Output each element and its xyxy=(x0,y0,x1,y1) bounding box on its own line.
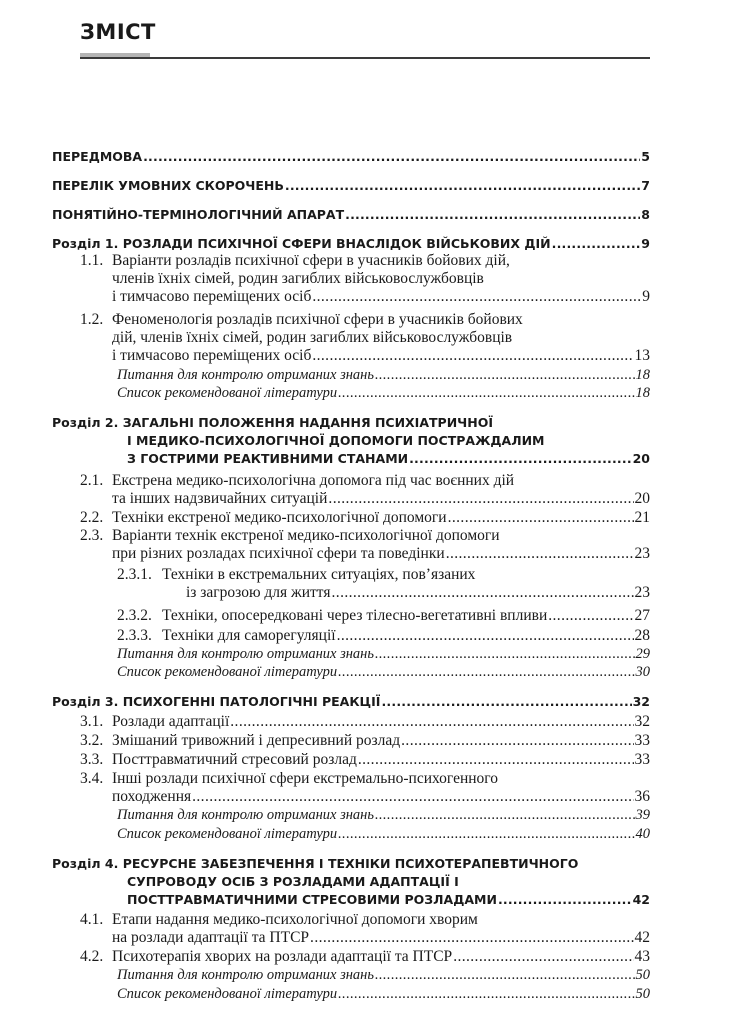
toc-literature-2[interactable] xyxy=(117,664,650,681)
toc-questions-1[interactable] xyxy=(117,367,650,384)
toc-page-number: 33 xyxy=(634,732,650,749)
toc-item-4-2[interactable] xyxy=(112,948,650,965)
dot-leader xyxy=(192,788,633,805)
toc-item-line: Техніки для саморегуляції xyxy=(162,627,336,644)
toc-section-3[interactable] xyxy=(52,693,650,710)
toc-item-line: Етапи надання медико-психологічної допомоги хворим xyxy=(112,911,478,928)
toc-section-title: Розділ 2. ЗАГАЛЬНІ ПОЛОЖЕННЯ НАДАННЯ ПСИХІАТРИЧНОЇ xyxy=(52,415,493,430)
toc-item-line: на розлади адаптації та ПТСР xyxy=(112,929,310,946)
toc-page-number: 13 xyxy=(634,347,650,364)
toc-item-3-4[interactable] xyxy=(112,788,650,805)
dot-leader xyxy=(552,235,641,252)
dot-leader xyxy=(338,826,634,843)
dot-leader xyxy=(498,891,632,908)
toc-item-3-3[interactable] xyxy=(112,751,650,768)
dot-leader xyxy=(375,646,635,663)
toc-entry-abbreviations[interactable] xyxy=(52,177,650,194)
toc-item-line: і тимчасово переміщених осіб xyxy=(112,288,312,305)
toc-item-2-2[interactable] xyxy=(112,509,650,526)
toc-item-line: Питання для контролю отриманих знань xyxy=(117,967,374,983)
toc-section-title: ПОСТТРАВМАТИЧНИМИ СТРЕСОВИМИ РОЗЛАДАМИ xyxy=(127,892,497,907)
toc-section-4[interactable] xyxy=(127,891,650,908)
toc-item-line: із загрозою для життя xyxy=(186,584,331,601)
toc-entry-title: ПОНЯТІЙНО-ТЕРМІНОЛОГІЧНИЙ АПАРАТ xyxy=(52,207,345,222)
toc-item-number: 1.1. xyxy=(80,252,104,269)
page-title: ЗМІСТ xyxy=(80,20,156,44)
toc-item-line: Список рекомендованої літератури xyxy=(117,826,338,842)
toc-item-3-2[interactable] xyxy=(112,732,650,749)
toc-item-2-3-1[interactable] xyxy=(186,584,650,601)
toc-item-line: та інших надзвичайних ситуацій xyxy=(112,490,328,507)
toc-entry-title: ПЕРЕДМОВА xyxy=(52,149,143,164)
toc-item-4-1[interactable] xyxy=(112,929,650,946)
toc-item-line: Посттравматичний стресовий розлад xyxy=(112,751,357,768)
toc-item-2-3-2[interactable] xyxy=(162,607,650,624)
toc-page-number: 30 xyxy=(635,664,650,680)
dot-leader xyxy=(375,367,635,384)
toc-item-number: 3.4. xyxy=(80,770,104,787)
dot-leader xyxy=(548,607,633,624)
toc-item-number: 3.2. xyxy=(80,732,104,749)
dot-leader xyxy=(337,627,634,644)
toc-section-title: Розділ 4. РЕСУРСНЕ ЗАБЕЗПЕЧЕННЯ І ТЕХНІКИ ПСИХОТЕРАПЕВТИЧНОГО xyxy=(52,856,579,871)
toc-item-line: походження xyxy=(112,788,192,805)
toc-page-number: 5 xyxy=(641,149,650,164)
toc-item-number: 2.3.1. xyxy=(117,566,152,583)
dot-leader xyxy=(338,986,634,1003)
toc-literature-3[interactable] xyxy=(117,826,650,843)
toc-item-number: 3.1. xyxy=(80,713,104,730)
toc-section-2[interactable] xyxy=(127,450,650,467)
toc-page-number: 18 xyxy=(635,367,650,383)
toc-item-line: Психотерапія хворих на розлади адаптації та ПТСР xyxy=(112,948,453,965)
toc-item-line: Список рекомендованої літератури xyxy=(117,385,338,401)
toc-item-line: Розлади адаптації xyxy=(112,713,230,730)
toc-page-number: 20 xyxy=(634,490,650,507)
dot-leader xyxy=(230,713,633,730)
dot-leader xyxy=(143,148,640,165)
toc-page-number: 39 xyxy=(635,807,650,823)
dot-leader xyxy=(310,929,633,946)
toc-item-2-3[interactable] xyxy=(112,545,650,562)
toc-questions-4[interactable] xyxy=(117,967,650,984)
toc-section-title: І МЕДИКО-ПСИХОЛОГІЧНОЇ ДОПОМОГИ ПОСТРАЖДАЛИМ xyxy=(127,433,545,448)
toc-item-1-2[interactable] xyxy=(112,347,650,364)
toc-item-number: 3.3. xyxy=(80,751,104,768)
toc-item-line: Варіанти технік екстреної медико-психологічної допомоги xyxy=(112,527,500,544)
toc-section-title: З ГОСТРИМИ РЕАКТИВНИМИ СТАНАМИ xyxy=(127,451,409,466)
dot-leader xyxy=(375,967,635,984)
toc-item-line: Техніки в екстремальних ситуаціях, пов’язаних xyxy=(162,566,476,583)
toc-item-1-1[interactable] xyxy=(112,288,650,305)
toc-item-number: 2.2. xyxy=(80,509,104,526)
toc-literature-1[interactable] xyxy=(117,385,650,402)
toc-page-number: 7 xyxy=(641,178,650,193)
toc-page-number: 23 xyxy=(634,584,650,601)
toc-item-line: Питання для контролю отриманих знань xyxy=(117,646,374,662)
dot-leader xyxy=(338,664,634,681)
toc-page-number: 28 xyxy=(634,627,650,644)
toc-item-line: Екстрена медико-психологічна допомога під час воєнних дій xyxy=(112,472,515,489)
toc-item-number: 2.3. xyxy=(80,527,104,544)
dot-leader xyxy=(401,732,633,749)
toc-page-number: 40 xyxy=(635,826,650,842)
toc-page-number: 21 xyxy=(634,509,650,526)
dot-leader xyxy=(345,206,640,223)
toc-item-3-1[interactable] xyxy=(112,713,650,730)
toc-literature-4[interactable] xyxy=(117,986,650,1003)
toc-section-title: Розділ 1. РОЗЛАДИ ПСИХІЧНОЇ СФЕРИ ВНАСЛІДОК ВІЙСЬКОВИХ ДІЙ xyxy=(52,236,551,251)
toc-page-number: 20 xyxy=(632,451,650,466)
toc-section-1[interactable] xyxy=(52,235,650,252)
toc-item-2-1[interactable] xyxy=(112,490,650,507)
toc-item-number: 4.2. xyxy=(80,948,104,965)
toc-item-number: 4.1. xyxy=(80,911,104,928)
toc-page-number: 18 xyxy=(635,385,650,401)
dot-leader xyxy=(312,288,641,305)
dot-leader xyxy=(375,807,635,824)
toc-section-title: Розділ 3. ПСИХОГЕННІ ПАТОЛОГІЧНІ РЕАКЦІЇ xyxy=(52,694,381,709)
toc-page-number: 8 xyxy=(641,207,650,222)
toc-item-line: Змішаний тривожний і депресивний розлад xyxy=(112,732,401,749)
toc-entry-glossary[interactable] xyxy=(52,206,650,223)
dot-leader xyxy=(446,545,634,562)
dot-leader xyxy=(358,751,634,768)
toc-page-number: 32 xyxy=(632,694,650,709)
toc-page-number: 23 xyxy=(634,545,650,562)
toc-page-number: 42 xyxy=(632,892,650,907)
dot-leader xyxy=(328,490,633,507)
dot-leader xyxy=(448,509,634,526)
toc-item-line: Техніки, опосередковані через тілесно-вегетативні впливи xyxy=(162,607,548,624)
toc-page-number: 50 xyxy=(635,967,650,983)
toc-item-line: Феноменологія розладів психічної сфери в учасників бойових xyxy=(112,311,523,328)
toc-item-number: 2.3.3. xyxy=(117,627,152,644)
toc-item-2-3-3[interactable] xyxy=(162,627,650,644)
toc-questions-2[interactable] xyxy=(117,646,650,663)
dot-leader xyxy=(381,693,631,710)
toc-item-line: Питання для контролю отриманих знань xyxy=(117,807,374,823)
title-underline xyxy=(80,57,650,59)
toc-page-number: 32 xyxy=(634,713,650,730)
toc-item-line: Список рекомендованої літератури xyxy=(117,986,338,1002)
toc-item-line: членів їхніх сімей, родин загиблих військовослужбовців xyxy=(112,270,484,287)
dot-leader xyxy=(332,584,634,601)
toc-item-line: Інші розлади психічної сфери екстремально-психогенного xyxy=(112,770,499,787)
toc-item-line: Список рекомендованої літератури xyxy=(117,664,338,680)
toc-item-number: 2.1. xyxy=(80,472,104,489)
toc-questions-3[interactable] xyxy=(117,807,650,824)
toc-page-number: 33 xyxy=(634,751,650,768)
toc-entry-preface[interactable] xyxy=(52,148,650,165)
toc-item-line: Варіанти розладів психічної сфери в учасників бойових дій, xyxy=(112,252,510,269)
dot-leader xyxy=(453,948,633,965)
toc-item-number: 2.3.2. xyxy=(117,607,152,624)
toc-page-number: 43 xyxy=(634,948,650,965)
toc-page-number: 27 xyxy=(634,607,650,624)
dot-leader xyxy=(338,385,634,402)
toc-entry-title: ПЕРЕЛІК УМОВНИХ СКОРОЧЕНЬ xyxy=(52,178,284,193)
toc-item-line: при різних розладах психічної сфери та поведінки xyxy=(112,545,445,562)
toc-page-number: 9 xyxy=(641,236,650,251)
dot-leader xyxy=(409,450,632,467)
toc-page-number: 29 xyxy=(635,646,650,662)
toc-section-title: СУПРОВОДУ ОСІБ З РОЗЛАДАМИ АДАПТАЦІЇ І xyxy=(127,874,459,889)
toc-item-line: Питання для контролю отриманих знань xyxy=(117,367,374,383)
toc-page-number: 36 xyxy=(634,788,650,805)
toc-item-line: дій, членів їхніх сімей, родин загиблих військовослужбовців xyxy=(112,329,513,346)
dot-leader xyxy=(285,177,640,194)
dot-leader xyxy=(312,347,633,364)
toc-item-number: 1.2. xyxy=(80,311,104,328)
toc-item-line: і тимчасово переміщених осіб xyxy=(112,347,312,364)
toc-page-number: 9 xyxy=(642,288,650,305)
toc-page-number: 50 xyxy=(635,986,650,1002)
toc-item-line: Техніки екстреної медико-психологічної допомоги xyxy=(112,509,447,526)
toc-page-number: 42 xyxy=(634,929,650,946)
